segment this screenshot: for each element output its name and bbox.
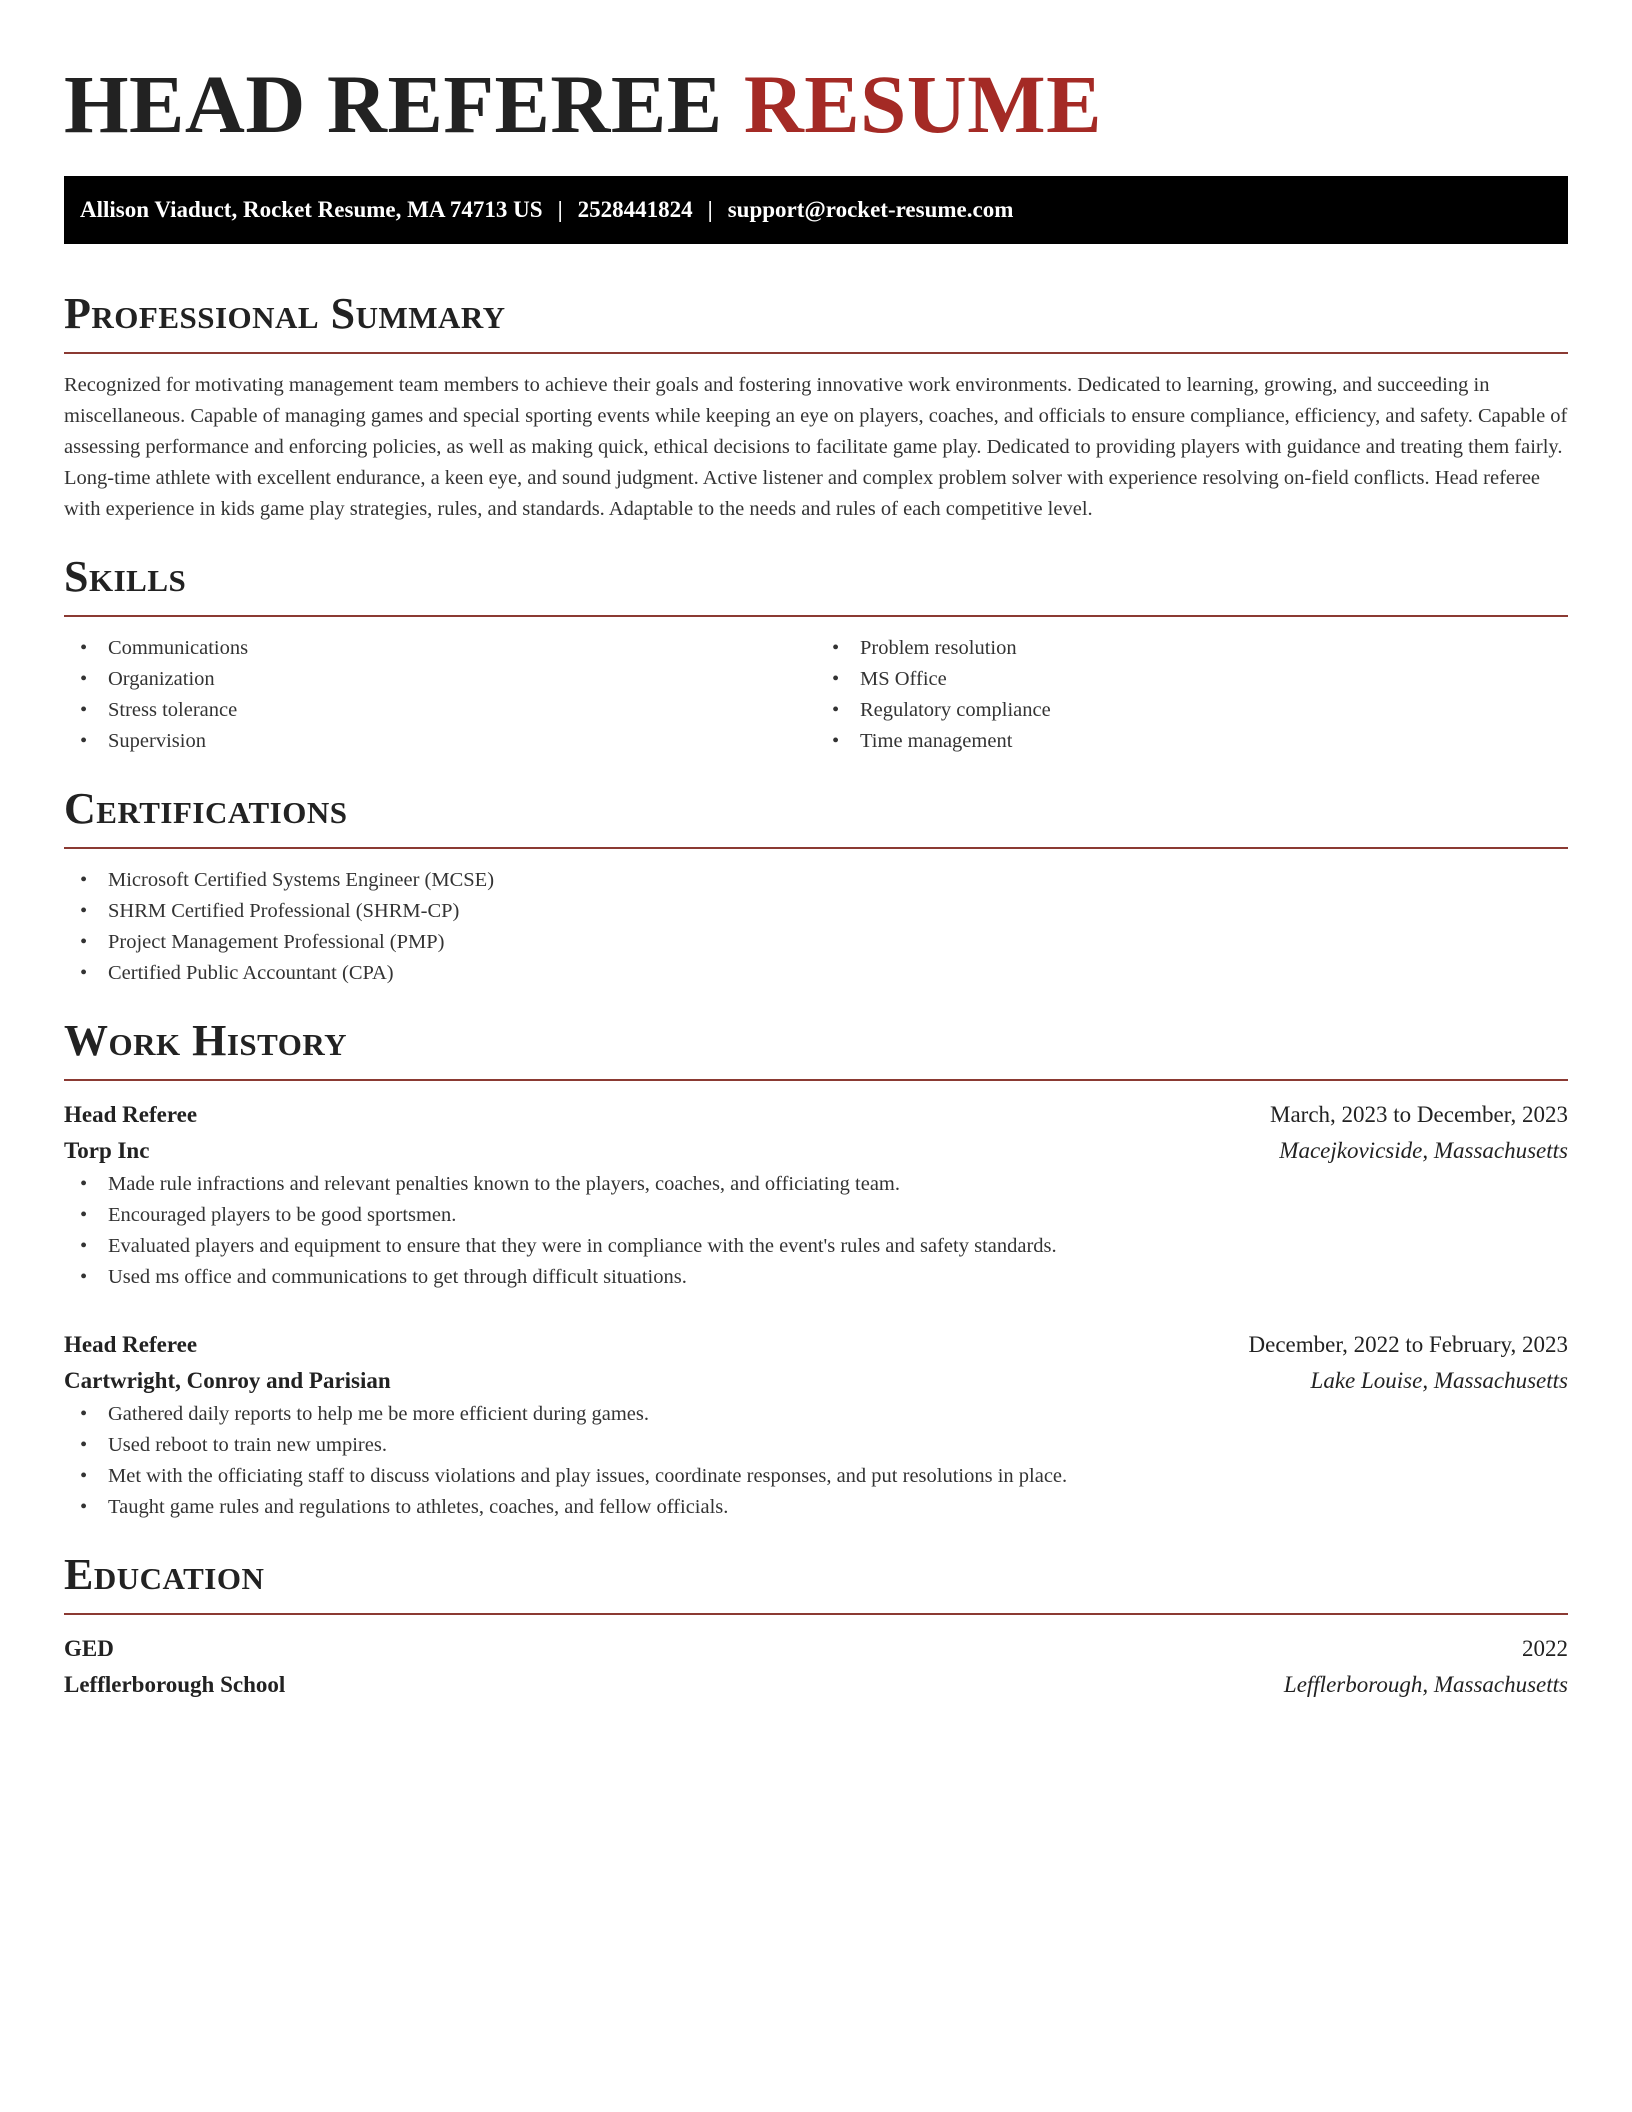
certifications-list (64, 865, 1568, 989)
job-dates: March, 2023 to December, 2023 (1270, 1102, 1568, 1127)
education-school: Lefflerborough School (64, 1672, 286, 1697)
summary-section (64, 288, 1568, 525)
section-divider (64, 615, 1568, 617)
section-divider (64, 1079, 1568, 1081)
work-history-section (64, 1015, 1568, 1523)
job-company: Torp Inc (64, 1138, 150, 1163)
skill-item: • Communications (64, 633, 816, 664)
job-entry (64, 1097, 1568, 1293)
education-entry (64, 1631, 1568, 1703)
title-main: HEAD REFEREE (64, 58, 723, 150)
contact-address: Allison Viaduct, Rocket Resume, MA 74713 US (80, 197, 543, 222)
contact-email: support@rocket-resume.com (727, 197, 1014, 222)
job-title: Head Referee (64, 1102, 198, 1127)
job-duty-item: • Encouraged players to be good sportsmen. (64, 1200, 1568, 1231)
skill-item: • Stress tolerance (64, 695, 816, 726)
job-title: Head Referee (64, 1332, 198, 1357)
skills-list-right (816, 633, 1568, 757)
certifications-section (64, 783, 1568, 989)
job-subheader (64, 1133, 1568, 1169)
section-divider (64, 352, 1568, 354)
certification-item: • Project Management Professional (PMP) (64, 927, 1568, 958)
education-subheader (64, 1667, 1568, 1703)
certification-item: • Certified Public Accountant (CPA) (64, 958, 1568, 989)
contact-separator: | (557, 197, 563, 222)
skills-list-left (64, 633, 816, 757)
job-header (64, 1327, 1568, 1363)
job-duty-item: • Evaluated players and equipment to ensure that they were in compliance with the event's rules and safety standards. (64, 1231, 1568, 1262)
summary-heading: Professional Summary (64, 289, 506, 338)
job-subheader (64, 1363, 1568, 1399)
job-duty-item: • Gathered daily reports to help me be more efficient during games. (64, 1399, 1568, 1430)
education-degree: GED (64, 1636, 114, 1661)
skill-item: • Regulatory compliance (816, 695, 1568, 726)
contact-bar (64, 176, 1568, 244)
skill-item: • Time management (816, 726, 1568, 757)
title-accent: RESUME (743, 58, 1102, 150)
skill-item: • Organization (64, 664, 816, 695)
contact-separator: | (707, 197, 713, 222)
section-divider (64, 1613, 1568, 1615)
work-history-heading: Work History (64, 1016, 348, 1065)
job-dates: December, 2022 to February, 2023 (1248, 1332, 1568, 1357)
job-duty-item: • Taught game rules and regulations to athletes, coaches, and fellow officials. (64, 1492, 1568, 1523)
education-section (64, 1549, 1568, 1703)
job-duties-list (64, 1399, 1568, 1523)
skills-grid (64, 633, 1568, 757)
education-location: Lefflerborough, Massachusetts (1283, 1672, 1568, 1697)
skill-item: • MS Office (816, 664, 1568, 695)
section-divider (64, 847, 1568, 849)
job-location: Lake Louise, Massachusetts (1310, 1368, 1568, 1393)
resume-title (64, 56, 1568, 152)
job-duty-item: • Met with the officiating staff to discuss violations and play issues, coordinate responses, and put resolutions in place. (64, 1461, 1568, 1492)
certification-item: • SHRM Certified Professional (SHRM-CP) (64, 896, 1568, 927)
job-duties-list (64, 1169, 1568, 1293)
skill-item: • Supervision (64, 726, 816, 757)
education-year: 2022 (1522, 1636, 1568, 1661)
job-duty-item: • Used ms office and communications to get through difficult situations. (64, 1262, 1568, 1293)
job-duty-item: • Used reboot to train new umpires. (64, 1430, 1568, 1461)
job-duty-item: • Made rule infractions and relevant penalties known to the players, coaches, and officiating team. (64, 1169, 1568, 1200)
certification-item: • Microsoft Certified Systems Engineer (MCSE) (64, 865, 1568, 896)
skill-item: • Problem resolution (816, 633, 1568, 664)
job-company: Cartwright, Conroy and Parisian (64, 1368, 391, 1393)
job-header (64, 1097, 1568, 1133)
job-entry (64, 1327, 1568, 1523)
job-location: Macejkovicside, Massachusetts (1279, 1138, 1568, 1163)
certifications-heading: Certifications (64, 784, 348, 833)
education-heading: Education (64, 1550, 265, 1599)
contact-phone: 2528441824 (577, 197, 693, 222)
skills-heading: Skills (64, 552, 187, 601)
skills-section (64, 551, 1568, 757)
summary-text: Recognized for motivating management team members to achieve their goals and fostering innovative work environments. Dedicated to learning, growing, and succeeding in miscellaneous. Capable of managing games and special sporting events while keeping an eye on players, coaches, and officials to ensure compliance, efficiency, and safety. Capable of assessing performance and enforcing policies, as well as making quick, ethical decisions to facilitate game play. Dedicated to providing players with guidance and treating them fairly. Long-time athlete with excellent endurance, a keen eye, and sound judgment. Active listener and complex problem solver with experience resolving on-field conflicts. Head referee with experience in kids game play strategies, rules, and standards. Adaptable to the needs and rules of each competitive level. (64, 374, 1568, 520)
education-header (64, 1631, 1568, 1667)
